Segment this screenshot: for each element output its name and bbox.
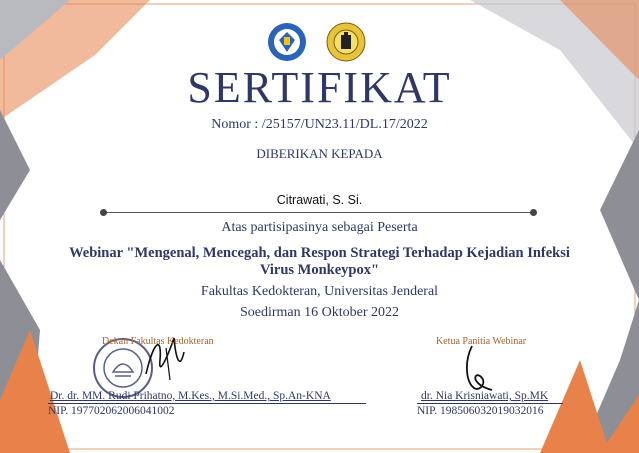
faculty-line: Fakultas Kedokteran, Universitas Jenderal (200, 284, 439, 299)
unsoed-logo-icon (326, 22, 366, 62)
committee-chair-title: Ketua Panitia Webinar (436, 336, 527, 347)
recipient-underline (104, 212, 534, 213)
dean-title: Dekan Fakultas Kedokteran (102, 336, 214, 347)
webinar-title-line2: Virus Monkeypox" (259, 262, 380, 278)
kemdikbud-logo-icon (267, 22, 307, 62)
committee-chair-name: dr. Nia Krisniawati, Sp.MK (421, 390, 549, 402)
dean-signature-line (48, 403, 366, 404)
participation-text: Atas partisipasinya sebagai Peserta (221, 220, 418, 235)
certificate-title: SERTIFIKAT (187, 63, 452, 112)
given-to-label: DIBERIKAN KEPADA (256, 146, 383, 161)
certificate-number: Nomor : /25157/UN23.11/DL.17/2022 (211, 117, 428, 132)
underline-dot-left (100, 209, 107, 216)
dean-name: Dr. dr. MM. Rudi Prihatno, M.Kes., M.Si.Med., Sp.An-KNA (50, 390, 331, 402)
dean-nip: NIP. 197702062006041002 (48, 405, 175, 417)
underline-dot-right (530, 209, 537, 216)
location-date: Soedirman 16 Oktober 2022 (239, 305, 400, 320)
recipient-name: Citrawati, S. Si. (276, 193, 363, 207)
committee-chair-signature-line (417, 403, 563, 404)
committee-chair-nip: NIP. 198506032019032016 (417, 405, 544, 417)
webinar-title-line1: Webinar "Mengenal, Mencegah, dan Respon Strategi Terhadap Kejadian Infeksi (69, 245, 570, 261)
signature-right-icon (458, 342, 498, 394)
webinar-title (50, 245, 589, 279)
